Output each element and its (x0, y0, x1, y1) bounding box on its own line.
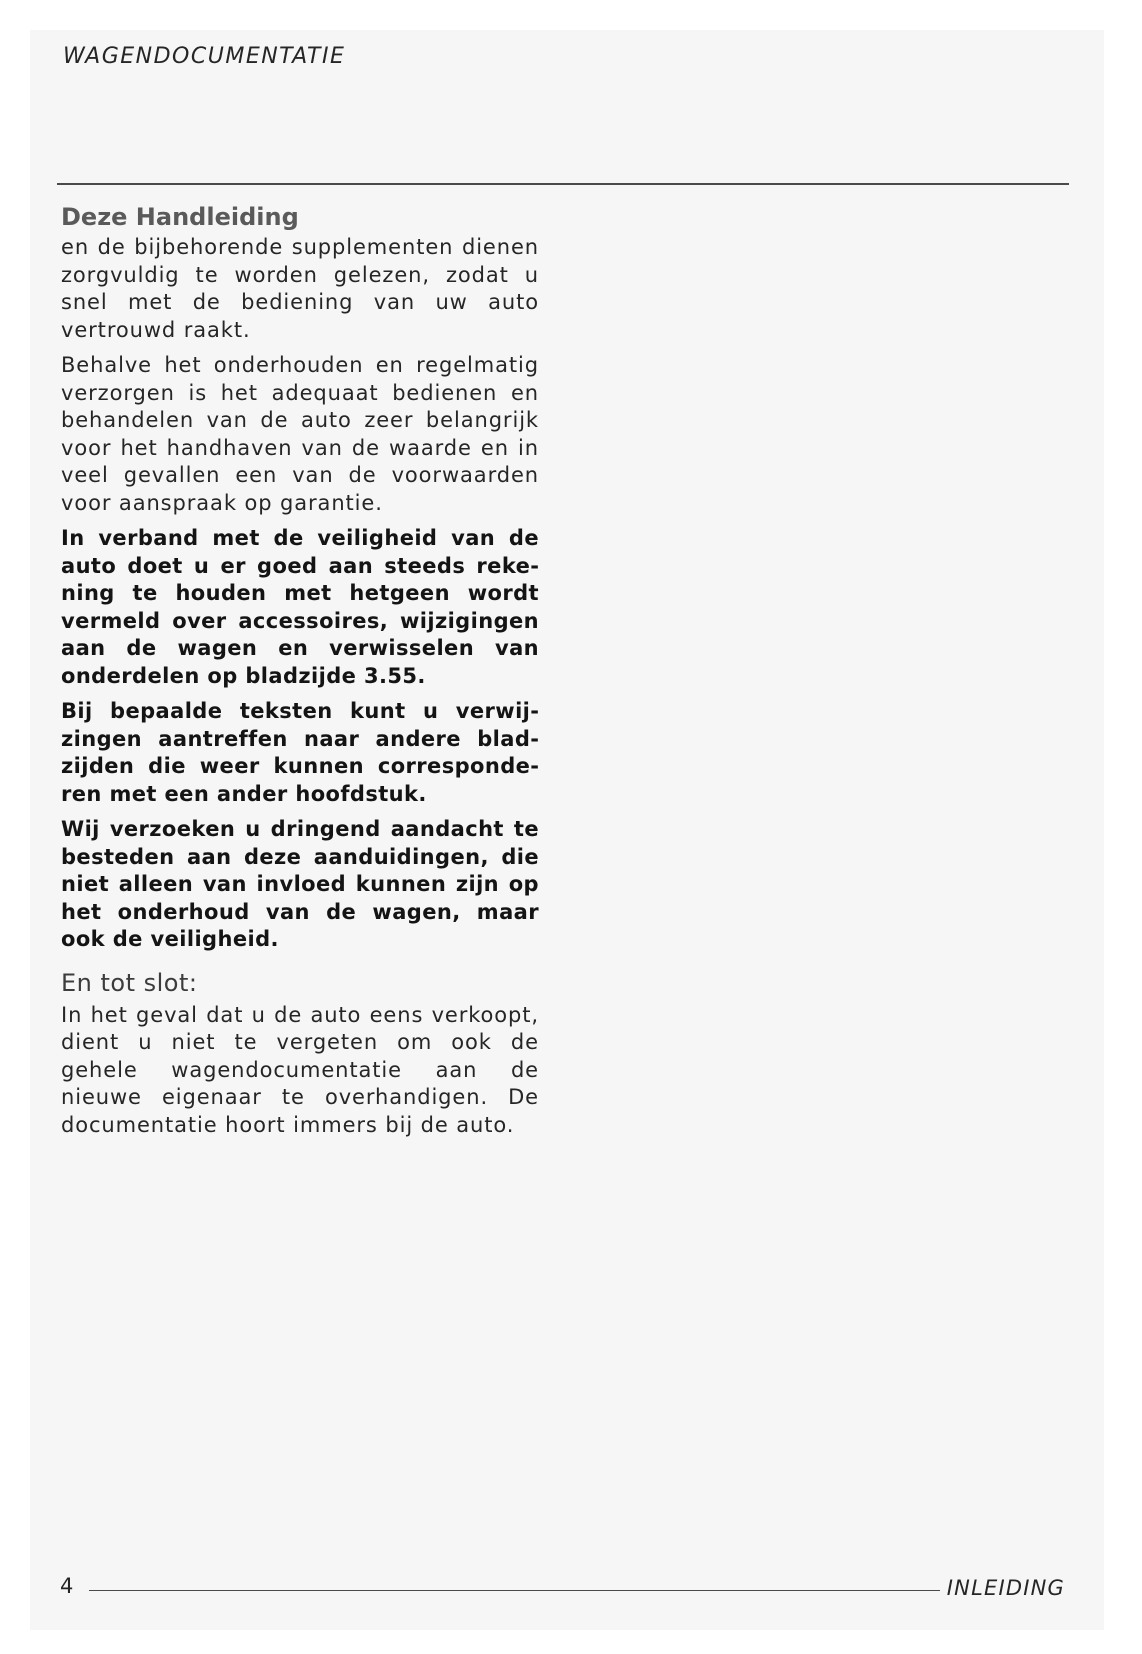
footer-section-title: INLEIDING (946, 1576, 1065, 1600)
section-heading-closing: En tot slot: (61, 968, 198, 997)
paragraph-safety-notice: In verband met de veiligheid van de auto doet u er goed aan steeds rekening te houden met hetgeen wordt vermeld over accessoires, wijzigingen aan de wagen en verwisselen van onderdelen op bladzijde 3.55. (61, 526, 539, 688)
paragraph-references-notice: Bij bepaalde teksten kunt u verwijzingen aantreffen naar andere bladzijden die weer kunnen corresponderen met een ander hoofdstuk. (61, 699, 539, 806)
header-divider (57, 183, 1069, 185)
section-heading-handleiding: Deze Handleiding (61, 203, 299, 231)
content-column (61, 202, 539, 1147)
footer-divider (89, 1590, 940, 1591)
paragraph-attention-notice: Wij verzoeken u dringend aandacht te besteden aan deze aanduidingen, die niet alleen van invloed kunnen zijn op het onderhoud van de wagen, maar ook de veiligheid. (61, 817, 539, 951)
paragraph-maintenance: Behalve het onderhouden en regelmatig verzorgen is het adequaat bedienen en behandelen van de auto zeer belangrijk voor het handhaven van de waarde en in veel gevallen een van de voorwaarden voor aanspraak op garantie. (61, 353, 539, 515)
paragraph-intro: en de bijbehorende supplementen dienen zorgvuldig te worden gelezen, zodat u snel met de bediening van uw auto vertrouwd raakt. (61, 235, 539, 342)
paragraph-closing: In het geval dat u de auto eens verkoopt, dient u niet te vergeten om ook de gehele wagendocumentatie aan de nieuwe eigenaar te overhandigen. De documentatie hoort immers bij de auto. (61, 1002, 539, 1137)
running-header: WAGENDOCUMENTATIE (63, 44, 346, 69)
page-number: 4 (60, 1574, 74, 1598)
